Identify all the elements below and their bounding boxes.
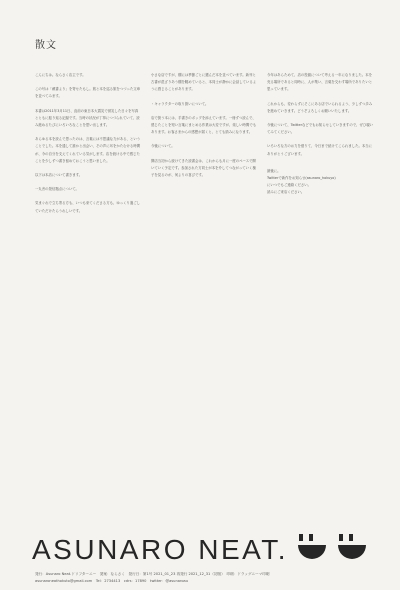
paragraph: これからも、変わらずにそこにある店でいられるよう、少しずつ歩みを進めていきます。どうぞよろしくお願いいたします。 [267, 101, 373, 113]
paragraph: いろいろな方のお力を借りて、今日まで続けてこられました。本当にありがとうございます。 [267, 144, 373, 156]
paragraph: この号は「蔵書より」を寄せたもし。旅と本を巡る旅をつづった文章を並べてみます。 [35, 87, 141, 99]
left-brow [299, 534, 303, 541]
text-column-1 [35, 72, 141, 528]
paragraph: 今年はあらためて、店の役割について考える一年になりました。本を売る場所であると同時に、人が集い、言葉を交わす場所でありたいと思っています。 [267, 73, 373, 92]
page-heading: 散文 [35, 40, 57, 51]
eyes-logo-icon [296, 532, 376, 568]
paragraph: こんにちは。ならさく店主です。 [35, 73, 86, 77]
paragraph: 今後について、Twitterなどでもお知らせしていきますので、ぜひ覗いてみてください。 [267, 123, 373, 135]
publication-info: 発行：Asunaro Neat.ドリフターニー 発案：ならさく 発行日：第1号 2021_01_23 再発行 2021_12_31（初版） 印刷：ドラッグニーマ印刷 [35, 572, 270, 576]
right-brow [339, 534, 343, 541]
text-column-3 [267, 72, 373, 528]
paragraph: 気まぐれで立ち寄る方も、いつも来てくださる方も、ゆっくり過ごしていただけたらうれしいです。 [35, 201, 141, 213]
paragraph: 店で扱う本には、手書きのポップを添えています。一冊ずつ読んで、感じたことを短い言葉にまとめる作業は大変ですが、楽しい時間でもあります。お客さまからの感想が届くと、とても励みになります。 [151, 115, 257, 135]
paragraph: 小さな店ですが、棚には季節ごとに選んだ本を並べています。新刊と古書が混ざりあう棚を眺めていると、本同士が静かに会話しているように感じることがあります。 [151, 73, 257, 92]
paragraph: ・キャラクターの取り扱いについて。 [151, 101, 209, 106]
signature-line: にいつでもご連絡ください。 [267, 183, 312, 188]
left-brow [309, 534, 313, 541]
closing-signature [267, 168, 373, 197]
paragraph: 本書は2011年3月11日、直前の東日本大震災で被災した日々を写真とともに振り返る記録です。当時の状況が丁寧につづられていて、読み進めるたびにいろいろなことを思い出します。 [35, 108, 140, 128]
right-brow [349, 534, 353, 541]
signature-line: 読みにご来店ください。 [267, 190, 305, 195]
paragraph: 以下は本店について書きます。 [35, 173, 83, 178]
paragraph: 開店当初から続けてきた読書会は、これからも月に一度のペースで開いていく予定です。参加された方同士が本を介してつながっていく様子を見るのが、何よりの喜びです。 [151, 158, 256, 178]
logo-wordmark: ASUNARO NEAT. [32, 534, 289, 565]
left-eye [298, 545, 326, 559]
signature-line: Twitterで新作をお知らせ(asunaro_hokuyo) [267, 176, 336, 181]
paragraph: 一丸舎の発信拠点について。 [35, 187, 79, 192]
right-eye [338, 545, 366, 559]
brand-logo [32, 532, 372, 568]
signature-line: 最後に。 [267, 168, 281, 173]
paragraph: あらゆる本を読んで思ったのは、言葉には不思議な力がある、ということでした。本を通して誰かと出会い、その声に耳をかたむける時間が、今の自分を支えてくれている気がします。店を続ける中で感じたことを少しずつ書き留めておこうと思いました。 [35, 137, 141, 163]
paragraph: 今後について。 [151, 144, 175, 149]
contact-info: asunaroneathokuto@gmail.com Tel：2734413 cdrs：17890 twitter：@asunaroau [35, 579, 189, 583]
text-column-2 [151, 72, 257, 528]
